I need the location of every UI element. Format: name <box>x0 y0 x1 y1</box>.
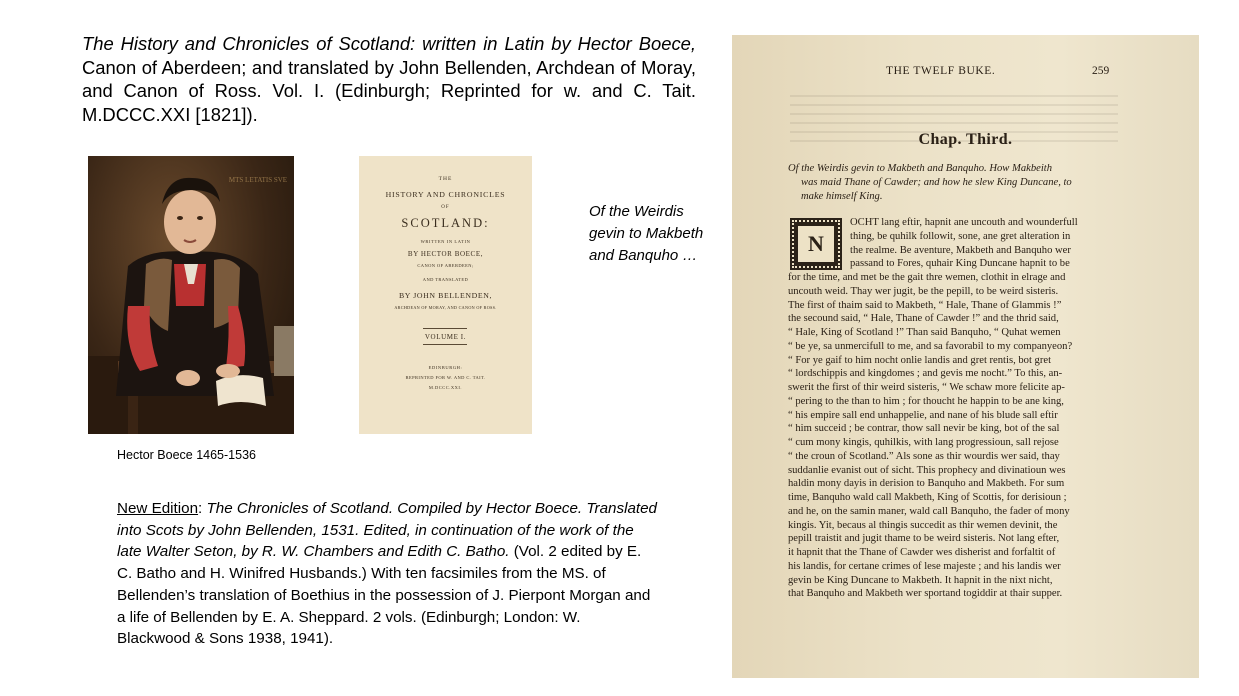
page-text-line: “ cum mony kingis, quhilkis, with lang progressioun, sall rejose <box>788 437 1059 448</box>
tp-by-boece: BY HECTOR BOECE, <box>407 250 484 258</box>
page-text-line: his landis, for certane crimes of lese majeste ; and his landis wer <box>788 560 1061 572</box>
page-text-line: “ lordschippis and kingdomes ; and gevis me nocht.” To this, an- <box>788 368 1063 380</box>
page-text-line: “ be ye, sa unmercifull to me, and sa favorabil to my companyeon? <box>788 340 1073 352</box>
summary-line: was maid Thane of Cawder; and how he slew King Duncane, to <box>801 176 1072 188</box>
portrait-image <box>88 156 294 434</box>
title-rest: Canon of Aberdeen; and translated by John Bellenden, Archdean of Moray, and Canon of Ross. Vol. I. (Edinburgh; Reprinted for w. and C. Tait. M.DCCC.XXI [1821]). <box>82 56 696 125</box>
new-edition-italic: The Chronicles of Scotland. Compiled by Hector Boece. Translated into Scots by John Bellenden, 1531. Edited, in continuation of the work of the late Walter Seton, by R. W. Chambers and Edith C. Batho. <box>117 500 657 561</box>
page-text-line: uncouth weid. Thay wer jugit, be the pepill, to be weird sisteris. <box>788 285 1059 297</box>
page-text-line: “ pering to the than to him ; for thoucht he happin to be ane king, <box>788 395 1064 407</box>
tp-edinburgh: EDINBURGH: <box>428 365 463 370</box>
title-italic: The History and Chronicles of Scotland: written in Latin by Hector Boece, <box>82 33 696 54</box>
page-text-line: “ him succeid ; be contrar, thow sall nevir be king, bot of the sal <box>788 423 1060 435</box>
page-text-line: thing, be quhilk followit, sone, ane gret alteration in <box>850 230 1071 242</box>
new-edition-label: New Edition <box>117 500 199 517</box>
drop-cap-ornament <box>790 218 842 270</box>
tp-reprinted: REPRINTED FOR W. AND C. TAIT. <box>405 375 486 380</box>
title-page-image <box>359 156 532 434</box>
scanned-page <box>732 35 1199 678</box>
drop-cap-letter: N <box>796 224 836 264</box>
tp-by-bellenden: BY JOHN BELLENDEN, <box>398 291 493 300</box>
page-text-line: OCHT lang eftir, hapnit ane uncouth and wounderfull <box>850 217 1078 228</box>
tp-history-chronicles: HISTORY AND CHRONICLES <box>385 190 506 199</box>
tp-written-in-latin: WRITTEN IN LATIN <box>420 239 471 244</box>
new-edition-paragraph <box>117 498 657 650</box>
portrait-inscription: MTS LETATIS SVE <box>228 176 288 184</box>
page-text-line: “ For ye gaif to him nocht onlie landis and gret rentis, bot gret <box>788 354 1052 366</box>
page-text-line: The first of thaim said to Makbeth, “ Hale, Thane of Glammis !” <box>788 299 1062 311</box>
tp-date: M.DCCC.XXI. <box>428 385 463 390</box>
page-text-line: that Banquho and Makbeth wer sportand togiddir at thair supper. <box>788 588 1063 600</box>
page-text-line: for the time, and met be the gait thre wemen, clothit in elrage and <box>788 272 1066 283</box>
page-text-line: time, Banquho wald call Makbeth, King of Scottis, for derisioun ; <box>788 492 1067 503</box>
tp-scotland: SCOTLAND: <box>401 216 490 230</box>
page-text-line: and he, on the samin maner, wald call Banquho, the fader of mony <box>788 505 1070 517</box>
tp-volume: VOLUME I. <box>424 333 467 341</box>
new-edition-rest: (Vol. 2 edited by E. C. Batho and H. Winifred Husbands.) With ten facsimiles from the MS. of Bellenden’s translation of Boethius in the possession of J. Pierpont Morgan and a life of Bellenden by E. A. Sheppard. 2 vols. (Edinburgh; London: W. Blackwood & Sons 1938, 1941). <box>117 543 651 648</box>
page-text-line: haldin mony dayis in derision to Banquho and Makbeth. For sum <box>788 478 1065 490</box>
page-text-line: it hapnit that the Thane of Cawder wes disherist and forfaltit of <box>788 547 1056 558</box>
slide-title <box>82 32 696 126</box>
tp-of: OF <box>441 205 450 210</box>
summary-line: make himself King. <box>801 190 883 202</box>
tp-rule-top <box>423 328 467 329</box>
tp-canon: CANON OF ABERDEEN; <box>417 263 474 268</box>
page-text-line: passand to Fores, quhair King Duncane hapnit to be <box>850 258 1070 270</box>
chapter-heading: Chap. Third. <box>918 131 1013 148</box>
weirdis-note: Of the Weirdis gevin to Makbeth and Banquho … <box>589 203 704 264</box>
chapter-summary <box>788 162 1112 204</box>
tp-and-translated: AND TRANSLATED <box>422 277 469 282</box>
new-edition-colon: : <box>198 500 207 517</box>
page-text-line: suddanlie evanist out of sicht. This prophecy and divinatioun wes <box>788 464 1066 476</box>
page-text-line: “ the croun of Scotland.” Als sone as thir wourdis wer said, thay <box>788 450 1060 462</box>
page-text-line: pepill traistit and jugit thame to be weird sisteris. Not lang efter, <box>788 533 1060 545</box>
summary-line: Of the Weirdis gevin to Makbeth and Banquho. How Makbeith <box>788 163 1053 174</box>
page-text-line: swerit the first of thir weird sisteris, “ We schaw more felicite ap- <box>788 382 1065 393</box>
page-text-line: “ Hale, King of Scotland !” Than said Banquho, “ Quhat wemen <box>788 327 1061 338</box>
tp-rule-bottom <box>423 344 467 345</box>
page-text-line: the secound said, “ Hale, Thane of Cawder !” and the thrid said, <box>788 313 1059 325</box>
page-text-line: the realme. Be aventure, Makbeth and Banquho wer <box>850 244 1071 256</box>
tp-archdean: ARCHDEAN OF MORAY, AND CANON OF ROSS. <box>394 305 497 310</box>
running-head: THE TWELF BUKE. <box>886 65 996 77</box>
page-text-line: kingis. Yit, becaus al thingis succedit as thir wemen devinit, the <box>788 519 1058 531</box>
page-text-line: gevin be King Duncane to Makbeth. It hapnit in the nixt nicht, <box>788 574 1053 586</box>
page-number: 259 <box>1092 65 1110 77</box>
portrait-caption: Hector Boece 1465-1536 <box>117 448 256 462</box>
page-text-line: “ his empire sall end unhappelie, and nane of his blude sall eftir <box>788 409 1058 421</box>
tp-the: THE <box>438 176 453 182</box>
